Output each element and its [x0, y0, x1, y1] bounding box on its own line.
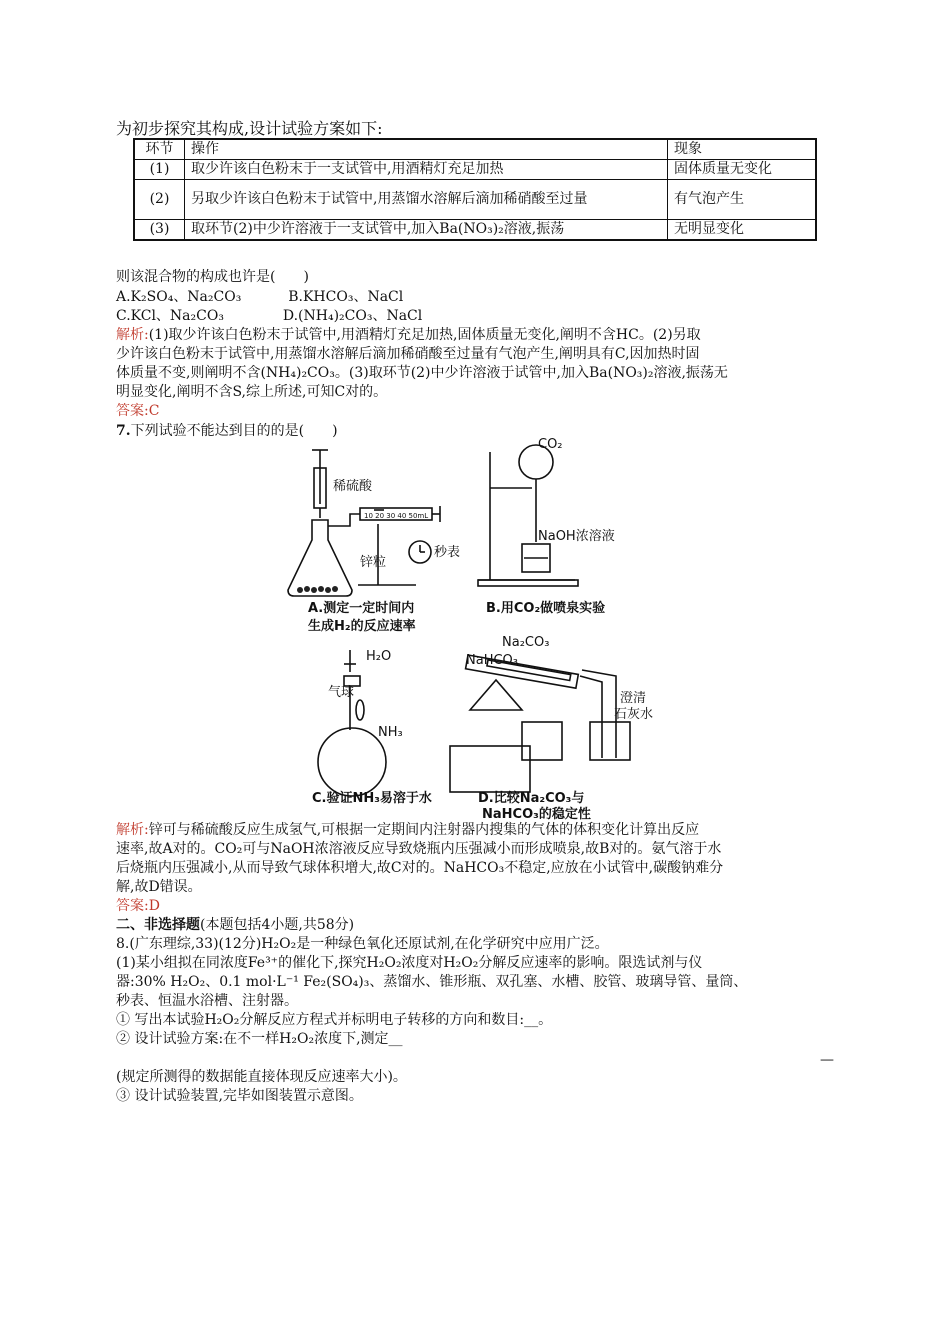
- label-na2co3: Na₂CO₃: [502, 635, 550, 650]
- option-c: C.KCl、Na₂CO₃: [116, 308, 224, 324]
- table-header: 环节: [134, 139, 185, 160]
- q6-analysis-line: 体质量不变,则阐明不含(NH₄)₂CO₃。(3)取环节(2)中少许溶液于试管中,加入Ba(NO₃)₂溶液,振荡无: [116, 365, 728, 381]
- q7-analysis-line: 速率,故A对的。CO₂可与NaOH浓溶液反应导致烧瓶内压强减小而形成喷泉,故B对的。氨气溶于水: [116, 841, 722, 857]
- q6-analysis-line: 明显变化,阐明不含S,综上所述,可知C对的。: [116, 384, 388, 400]
- q6-analysis-line: 少许该白色粉末于试管中,用蒸馏水溶解后滴加稀硝酸至过量有气泡产生,阐明具有C,因加热时固: [116, 346, 700, 362]
- experiment-table: [133, 138, 817, 241]
- q8-line: 秒表、恒温水浴槽、注射器。: [116, 993, 298, 1009]
- table-cell: 固体质量无变化: [668, 160, 817, 180]
- label-nahco3: NaHCO₃: [466, 653, 518, 668]
- option-a: A.K₂SO₄、Na₂CO₃: [116, 289, 242, 305]
- table-row: [134, 180, 816, 220]
- option-d: D.(NH₄)₂CO₃、NaCl: [282, 308, 423, 324]
- q6-answer: 答案:C: [116, 403, 160, 419]
- table-row: [134, 220, 816, 241]
- analysis-text: (1)取少许该白色粉末于试管中,用酒精灯充足加热,固体质量无变化,阐明不含HC。(2)另取: [148, 327, 701, 343]
- analysis-label: 解析:: [116, 822, 149, 838]
- option-b: B.KHCO₃、NaCl: [288, 289, 404, 305]
- analysis-label: 解析:: [116, 327, 149, 343]
- syringe-scale: 10 20 30 40 50mL: [364, 512, 429, 520]
- q8-line: ② 设计试验方案:在不一样H₂O₂浓度下,测定__: [116, 1031, 403, 1047]
- label-nh3: NH₃: [378, 725, 403, 740]
- caption-d-line1: D.比较Na₂CO₃与: [478, 791, 585, 806]
- caption-b: B.用CO₂做喷泉实验: [486, 601, 606, 616]
- table-header: 现象: [668, 139, 817, 160]
- q7-analysis-line: [116, 821, 699, 840]
- label-acid: 稀硫酸: [333, 479, 373, 494]
- q7-question-text: 下列试验不能达到目的的是( ): [130, 423, 338, 439]
- q7-analysis-line: 解,故D错误。: [116, 879, 202, 895]
- section-heading: [116, 916, 354, 935]
- q7-number: 7.: [116, 423, 131, 439]
- table-header: 操作: [185, 139, 668, 160]
- caption-a-line2: 生成H₂的反应速率: [308, 619, 416, 634]
- figure-a-apparatus: [288, 450, 440, 596]
- table-cell: 无明显变化: [668, 220, 817, 241]
- table-cell: (2): [134, 180, 185, 220]
- q8-line: 8.(广东理综,33)(12分)H₂O₂是一种绿色氧化还原试剂,在化学研究中应用广泛。: [116, 936, 609, 952]
- figure-d-apparatus: [450, 655, 630, 792]
- figure-b-apparatus: [478, 445, 578, 586]
- figure-c-apparatus: [318, 650, 386, 796]
- caption-c: C.验证NH₃易溶于水: [312, 791, 432, 806]
- table-header-row: [134, 139, 816, 160]
- intro-text: 为初步探究其构成,设计试验方案如下:: [116, 119, 383, 138]
- label-co2: CO₂: [538, 437, 563, 452]
- q6-analysis-line: [116, 326, 701, 345]
- q7-question: [116, 422, 338, 441]
- q8-line: 器:30% H₂O₂、0.1 mol·L⁻¹ Fe₂(SO₄)₃、蒸馏水、锥形瓶、双孔塞、水槽、胶管、玻璃导管、量筒、: [116, 974, 748, 990]
- q6-options-row1: [116, 288, 403, 307]
- q7-analysis-line: 后烧瓶内压强减小,从而导致气球体积增大,故C对的。NaHCO₃不稳定,应放在小试管中,碳酸钠难分: [116, 860, 724, 876]
- analysis-text: 锌可与稀硫酸反应生成氢气,可根据一定期间内注射器内搜集的气体的体积变化计算出反应: [148, 822, 700, 838]
- section-note: (本题包括4小题,共58分): [200, 917, 355, 933]
- section-title: 二、非选择题: [116, 917, 200, 933]
- q8-line: (规定所测得的数据能直接体现反应速率大小)。: [116, 1069, 407, 1085]
- label-lime-2: 石灰水: [614, 707, 654, 722]
- label-lime-1: 澄清: [620, 691, 647, 706]
- caption-a-line1: A.测定一定时间内: [308, 601, 415, 616]
- label-watch: 秒表: [434, 545, 461, 560]
- q6-question: 则该混合物的构成也许是( ): [116, 269, 309, 285]
- q8-line: ③ 设计试验装置,完毕如图装置示意图。: [116, 1088, 363, 1104]
- label-balloon: 气球: [328, 685, 355, 700]
- table-cell: 有气泡产生: [668, 180, 817, 220]
- q8-line: ① 写出本试验H₂O₂分解反应方程式并标明电子转移的方向和数目:__。: [116, 1012, 553, 1028]
- label-naoh: NaOH浓溶液: [538, 529, 615, 544]
- q6-options-row2: [116, 307, 422, 326]
- label-zinc: 锌粒: [360, 555, 387, 570]
- table-cell: 取少许该白色粉末于一支试管中,用酒精灯充足加热: [185, 160, 668, 180]
- q8-line: (1)某小组拟在同浓度Fe³⁺的催化下,探究H₂O₂浓度对H₂O₂分解反应速率的影响。限选试剂与仪: [116, 955, 703, 971]
- table-cell: 另取少许该白色粉末于试管中,用蒸馏水溶解后滴加稀硝酸至过量: [185, 180, 668, 220]
- table-cell: (3): [134, 220, 185, 241]
- answer-blank-dash: —: [820, 1052, 834, 1068]
- q7-answer: 答案:D: [116, 898, 160, 914]
- table-cell: (1): [134, 160, 185, 180]
- label-h2o: H₂O: [366, 649, 392, 664]
- table-row: [134, 160, 816, 180]
- table-cell: 取环节(2)中少许溶液于一支试管中,加入Ba(NO₃)₂溶液,振荡: [185, 220, 668, 241]
- caption-d-line2: NaHCO₃的稳定性: [482, 807, 591, 822]
- apparatus-figure: [290, 437, 654, 822]
